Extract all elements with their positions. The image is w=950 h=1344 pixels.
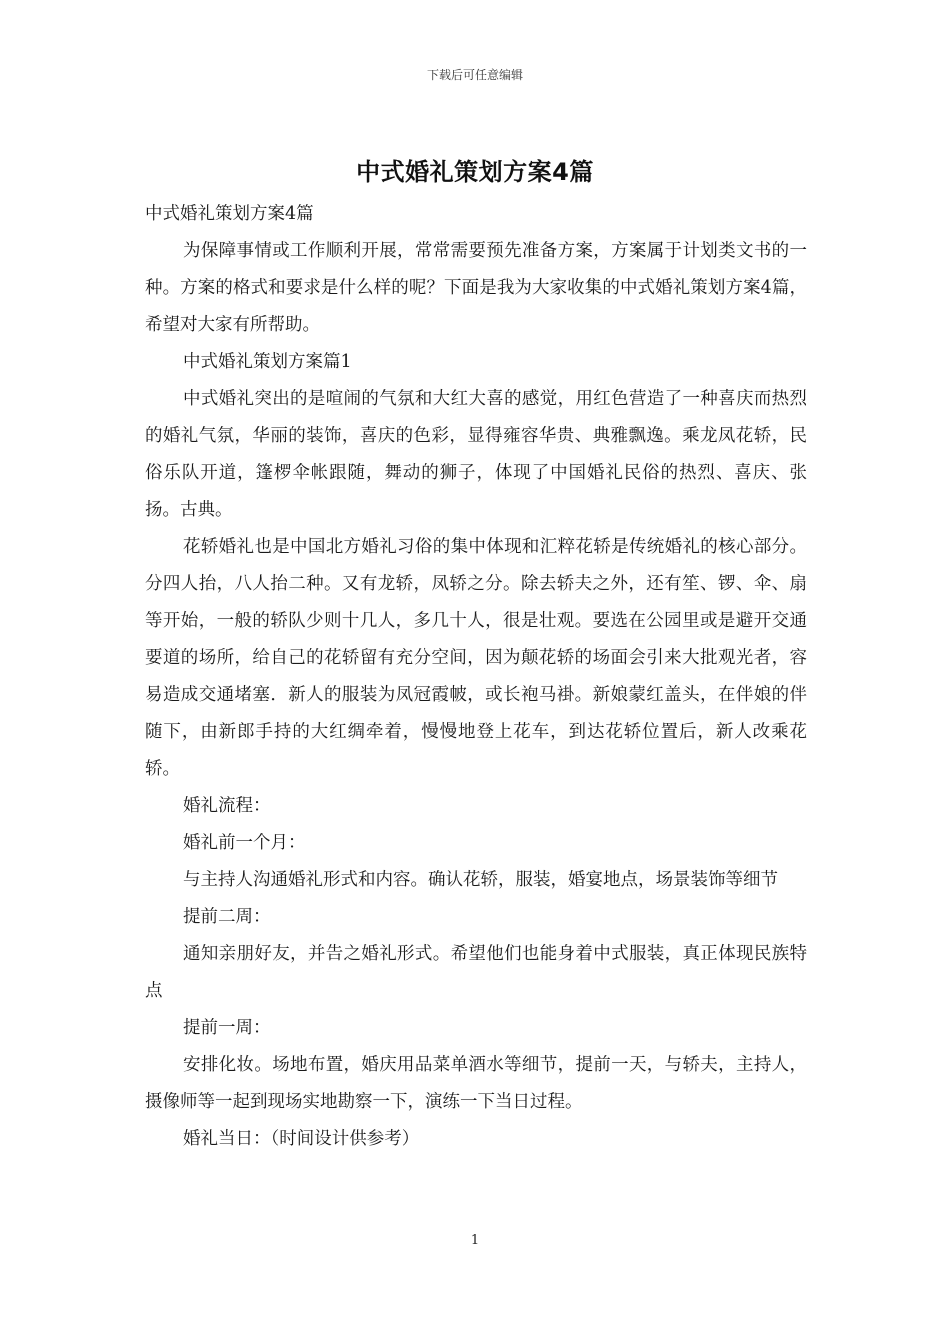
subtitle-paragraph: 中式婚礼策划方案4篇: [145, 204, 314, 224]
timeline-item: 与主持人沟通婚礼形式和内容。确认花轿，服装，婚宴地点，场景装饰等细节: [183, 870, 778, 890]
list-heading: 婚礼流程：: [183, 796, 271, 816]
body-paragraph: 中式婚礼突出的是喧闹的气氛和大红大喜的感觉，用红色营造了一种喜庆而热烈的婚礼气氛，华丽的装饰，喜庆的色彩，显得雍容华贵、典雅飘逸。乘龙凤花轿，民俗乐队开道，篷椤伞帐跟随，舞动的狮子，体现了中国婚礼民俗的热烈、喜庆、张扬。古典。: [145, 389, 807, 520]
section-heading: 中式婚礼策划方案篇1: [183, 352, 352, 372]
timeline-heading: 婚礼前一个月：: [183, 833, 306, 853]
timeline-heading: 提前一周：: [183, 1018, 271, 1038]
document-title: 中式婚礼策划方案4篇: [356, 158, 594, 186]
timeline-item: 安排化妆。场地布置，婚庆用品菜单酒水等细节，提前一天，与轿夫，主持人，摄像师等一起到现场实地勘察一下，演练一下当日过程。: [145, 1055, 807, 1112]
timeline-heading: 婚礼当日：（时间设计供参考）: [183, 1129, 420, 1149]
timeline-heading: 提前二周：: [183, 907, 271, 927]
timeline-item: 通知亲朋好友，并告之婚礼形式。希望他们也能身着中式服装，真正体现民族特点: [145, 944, 807, 1001]
page-number: 1: [470, 1233, 480, 1248]
header-note: 下载后可任意编辑: [426, 68, 523, 82]
intro-paragraph: 为保障事情或工作顺利开展，常常需要预先准备方案，方案属于计划类文书的一种。方案的格式和要求是什么样的呢？下面是我为大家收集的中式婚礼策划方案4篇，希望对大家有所帮助。: [145, 241, 807, 335]
body-paragraph: 花轿婚礼也是中国北方婚礼习俗的集中体现和汇粹花轿是传统婚礼的核心部分。分四人抬，八人抬二种。又有龙轿，凤轿之分。除去轿夫之外，还有笙、锣、伞、扇等开始，一般的轿队少则十几人，多几十人，很是壮观。要选在公园里或是避开交通要道的场所，给自己的花轿留有充分空间，因为颠花轿的场面会引来大批观光者，容易造成交通堵塞．新人的服装为凤冠霞帔，或长袍马褂。新娘蒙红盖头，在伴娘的伴随下，由新郎手持的大红绸牵着，慢慢地登上花车，到达花轿位置后，新人改乘花轿。: [145, 537, 807, 779]
document-body: [145, 196, 807, 1158]
